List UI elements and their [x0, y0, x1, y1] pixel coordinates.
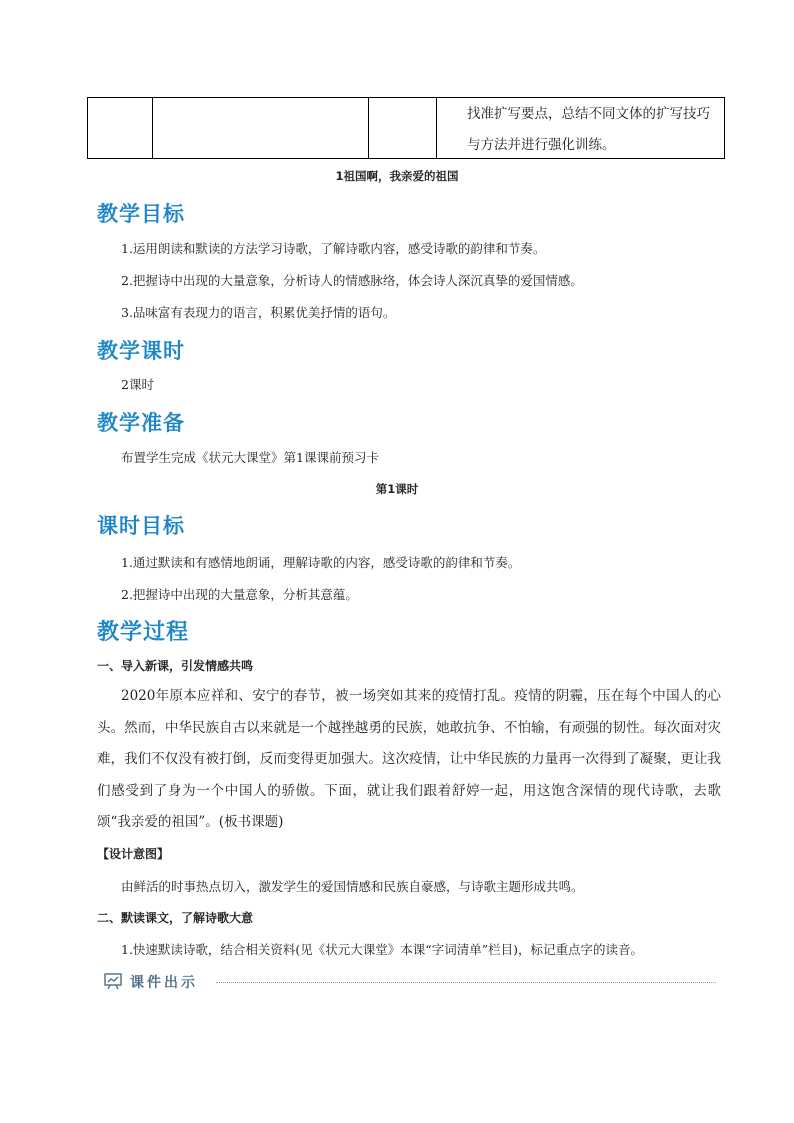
hours-value: 2课时: [121, 377, 154, 392]
table-cell-line: 找准扩写要点，总结不同文体的扩写技巧: [467, 106, 710, 122]
table-divider: [436, 98, 437, 158]
dotted-divider: [216, 982, 716, 983]
slideshow-icon: [104, 973, 122, 990]
intro-paragraph: 2020年原本应祥和、安宁的春节，被一场突如其来的疫情打乱。疫情的阴霾，压在每个中国人的心头。然而，中华民族自古以来就是一个越挫越勇的民族，她敢抗争、不怕输，有顽强的韧性。每次面对灾难，我们不仅没有被打倒，反而变得更加强大。这次疫情，让中华民族的力量再一次得到了凝聚，更让我们感受到了身为一个中国人的骄傲。下面，就让我们跟着舒婷一起，用这饱含深情的现代诗歌，去歌颂“我亲爱的祖国”。(板书课题): [97, 688, 721, 830]
objectives-heading: 教学目标: [97, 202, 185, 226]
period-title: 第1课时: [375, 482, 419, 496]
section-title: 二、默读课文，了解诗歌大意: [97, 911, 254, 925]
section-item: 1.快速默读诗歌，结合相关资料(见《状元大课堂》本课“字词清单”栏目)，标记重点字的读音。: [121, 942, 643, 957]
courseware-label: 课件出示: [130, 975, 198, 991]
objective-item: 1.运用朗读和默读的方法学习诗歌，了解诗歌内容，感受诗歌的韵律和节奏。: [121, 241, 546, 256]
preparation-text: 布置学生完成《状元大课堂》第1课课前预习卡: [121, 450, 379, 465]
table-cell-line: 与方法并进行强化训练。: [467, 137, 616, 153]
section-title: 一、导入新课，引发情感共鸣: [97, 659, 254, 673]
table-divider: [368, 98, 369, 158]
courseware-bar: [104, 971, 716, 993]
period-objective-item: 1.通过默读和有感情地朗诵，理解诗歌的内容，感受诗歌的韵律和节奏。: [121, 555, 521, 570]
hours-heading: 教学课时: [97, 339, 185, 363]
table-divider: [152, 98, 153, 158]
table-cell: [467, 99, 723, 161]
objective-item: 3.品味富有表现力的语言，积累优美抒情的语句。: [121, 305, 396, 320]
process-heading: 教学过程: [97, 620, 190, 645]
design-intent-text: 由鲜活的时事热点切入，激发学生的爱国情感和民族自豪感，与诗歌主题形成共鸣。: [121, 879, 584, 894]
design-intent-label: 【设计意图】: [97, 847, 170, 861]
preparation-heading: 教学准备: [97, 411, 185, 435]
period-objective-item: 2.把握诗中出现的大量意象，分析其意蕴。: [121, 587, 358, 602]
objective-item: 2.把握诗中出现的大量意象，分析诗人的情感脉络，体会诗人深沉真挚的爱国情感。: [121, 273, 583, 288]
lesson-title: 1祖国啊，我亲爱的祖国: [335, 169, 459, 183]
period-objectives-heading: 课时目标: [97, 514, 185, 538]
